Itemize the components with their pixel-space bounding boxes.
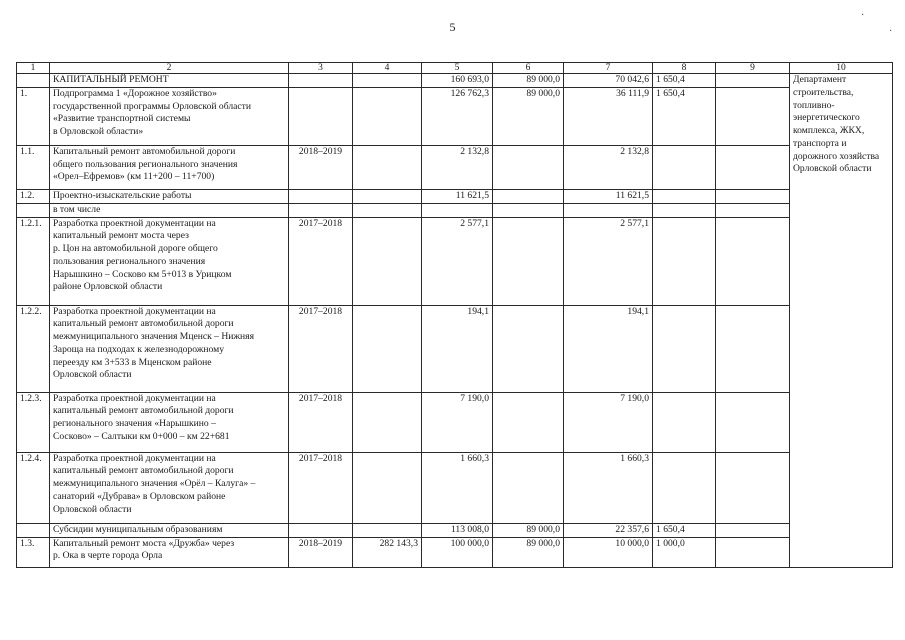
amount-total: 2 132,8 xyxy=(422,145,493,189)
total-cost xyxy=(353,305,422,392)
column-header: 2 xyxy=(50,63,289,74)
amount-federal: 89 000,0 xyxy=(493,537,564,567)
table-row xyxy=(17,145,893,189)
total-cost xyxy=(353,217,422,305)
item-name: Субсидии муниципальным образованиям xyxy=(50,523,289,537)
column-header: 10 xyxy=(790,63,893,74)
row-number: 1.2.2. xyxy=(17,305,50,392)
amount-regional: 11 621,5 xyxy=(564,189,653,203)
table-row xyxy=(17,189,893,203)
row-number: 1.2.4. xyxy=(17,452,50,523)
amount-local xyxy=(653,452,716,523)
scan-mark: · xyxy=(861,10,865,21)
amount-other xyxy=(716,189,790,203)
amount-federal xyxy=(493,217,564,305)
page-number: 5 xyxy=(449,20,456,34)
item-name: Разработка проектной документации на капитальный ремонт автомобильной дороги межмуниципального значения Мценск – Нижняя Зароща на подходах к железнодорожному переезду км 3+533 в Мценском районе Орловской области xyxy=(50,305,289,392)
row-number xyxy=(17,203,50,217)
amount-other xyxy=(716,203,790,217)
amount-total xyxy=(422,203,493,217)
amount-local: 1 650,4 xyxy=(653,523,716,537)
total-cost xyxy=(353,74,422,88)
period: 2018–2019 xyxy=(289,537,353,567)
amount-local xyxy=(653,203,716,217)
period: 2017–2018 xyxy=(289,217,353,305)
amount-total: 2 577,1 xyxy=(422,217,493,305)
amount-other xyxy=(716,217,790,305)
amount-federal xyxy=(493,189,564,203)
amount-local xyxy=(653,305,716,392)
period: 2018–2019 xyxy=(289,145,353,189)
row-number: 1.1. xyxy=(17,145,50,189)
row-number: 1. xyxy=(17,87,50,145)
amount-regional: 10 000,0 xyxy=(564,537,653,567)
total-cost xyxy=(353,145,422,189)
amount-other xyxy=(716,74,790,88)
row-number: 1.2.1. xyxy=(17,217,50,305)
total-cost xyxy=(353,87,422,145)
period: 2017–2018 xyxy=(289,305,353,392)
amount-local xyxy=(653,392,716,452)
table-row xyxy=(17,74,893,88)
amount-local: 1 000,0 xyxy=(653,537,716,567)
total-cost: 282 143,3 xyxy=(353,537,422,567)
amount-federal: 89 000,0 xyxy=(493,74,564,88)
amount-regional: 70 042,6 xyxy=(564,74,653,88)
amount-federal: 89 000,0 xyxy=(493,523,564,537)
amount-total: 194,1 xyxy=(422,305,493,392)
row-number: 1.3. xyxy=(17,537,50,567)
amount-other xyxy=(716,392,790,452)
table-row xyxy=(17,523,893,537)
column-header: 6 xyxy=(493,63,564,74)
amount-other xyxy=(716,452,790,523)
table-row xyxy=(17,203,893,217)
amount-total: 126 762,3 xyxy=(422,87,493,145)
column-number-row xyxy=(17,63,893,74)
scan-mark: · xyxy=(889,26,893,37)
table-row xyxy=(17,305,893,392)
amount-local xyxy=(653,145,716,189)
amount-other xyxy=(716,305,790,392)
capital-repair-table xyxy=(16,62,893,568)
item-name: Капитальный ремонт автомобильной дороги общего пользования регионального значения «Орел–Ефремов» (км 11+200 – 11+700) xyxy=(50,145,289,189)
amount-regional: 7 190,0 xyxy=(564,392,653,452)
amount-other xyxy=(716,87,790,145)
period xyxy=(289,523,353,537)
amount-local: 1 650,4 xyxy=(653,87,716,145)
amount-federal xyxy=(493,392,564,452)
amount-regional xyxy=(564,203,653,217)
table-row xyxy=(17,392,893,452)
amount-total: 160 693,0 xyxy=(422,74,493,88)
amount-total: 11 621,5 xyxy=(422,189,493,203)
amount-total: 113 008,0 xyxy=(422,523,493,537)
amount-federal xyxy=(493,305,564,392)
total-cost xyxy=(353,392,422,452)
row-number: 1.2.3. xyxy=(17,392,50,452)
item-name: Разработка проектной документации на капитальный ремонт автомобильной дороги межмуниципального значения «Орёл – Калуга» – санаторий «Дубрава» в Орловском районе Орловской области xyxy=(50,452,289,523)
amount-total: 1 660,3 xyxy=(422,452,493,523)
column-header: 4 xyxy=(353,63,422,74)
amount-total: 100 000,0 xyxy=(422,537,493,567)
amount-regional: 22 357,6 xyxy=(564,523,653,537)
item-name: Проектно-изыскательские работы xyxy=(50,189,289,203)
amount-regional: 194,1 xyxy=(564,305,653,392)
row-number xyxy=(17,523,50,537)
period xyxy=(289,203,353,217)
item-name: Подпрограмма 1 «Дорожное хозяйство» государственной программы Орловской области «Развитие транспортной системы в Орловской области» xyxy=(50,87,289,145)
amount-federal xyxy=(493,145,564,189)
amount-local xyxy=(653,189,716,203)
amount-regional: 2 132,8 xyxy=(564,145,653,189)
table-row xyxy=(17,537,893,567)
item-name: Разработка проектной документации на капитальный ремонт автомобильной дороги регионального значения «Нарышкино – Сосково» – Салтыки км 0+000 – км 22+681 xyxy=(50,392,289,452)
column-header: 7 xyxy=(564,63,653,74)
column-header: 3 xyxy=(289,63,353,74)
period xyxy=(289,87,353,145)
total-cost xyxy=(353,523,422,537)
item-name: Капитальный ремонт моста «Дружба» через р. Ока в черте города Орла xyxy=(50,537,289,567)
period: 2017–2018 xyxy=(289,452,353,523)
column-header: 5 xyxy=(422,63,493,74)
amount-local: 1 650,4 xyxy=(653,74,716,88)
row-number: 1.2. xyxy=(17,189,50,203)
amount-federal: 89 000,0 xyxy=(493,87,564,145)
amount-regional: 2 577,1 xyxy=(564,217,653,305)
table-row xyxy=(17,452,893,523)
column-header: 1 xyxy=(17,63,50,74)
amount-other xyxy=(716,145,790,189)
item-name: КАПИТАЛЬНЫЙ РЕМОНТ xyxy=(50,74,289,88)
period xyxy=(289,74,353,88)
total-cost xyxy=(353,452,422,523)
amount-federal xyxy=(493,203,564,217)
column-header: 8 xyxy=(653,63,716,74)
total-cost xyxy=(353,203,422,217)
period xyxy=(289,189,353,203)
row-number xyxy=(17,74,50,88)
amount-total: 7 190,0 xyxy=(422,392,493,452)
column-header: 9 xyxy=(716,63,790,74)
item-name: Разработка проектной документации на капитальный ремонт моста через р. Цон на автомобильной дороге общего пользования регионального значения Нарышкино – Сосково км 5+013 в Урицком районе Орловской области xyxy=(50,217,289,305)
amount-local xyxy=(653,217,716,305)
table-row xyxy=(17,87,893,145)
total-cost xyxy=(353,189,422,203)
amount-other xyxy=(716,537,790,567)
item-name: в том числе xyxy=(50,203,289,217)
amount-regional: 1 660,3 xyxy=(564,452,653,523)
period: 2017–2018 xyxy=(289,392,353,452)
amount-regional: 36 111,9 xyxy=(564,87,653,145)
responsible-department: Департамент строительства, топливно- энергетического комплекса, ЖКХ, транспорта и дорожного хозяйства Орловской области xyxy=(790,74,893,568)
amount-federal xyxy=(493,452,564,523)
table-row xyxy=(17,217,893,305)
amount-other xyxy=(716,523,790,537)
